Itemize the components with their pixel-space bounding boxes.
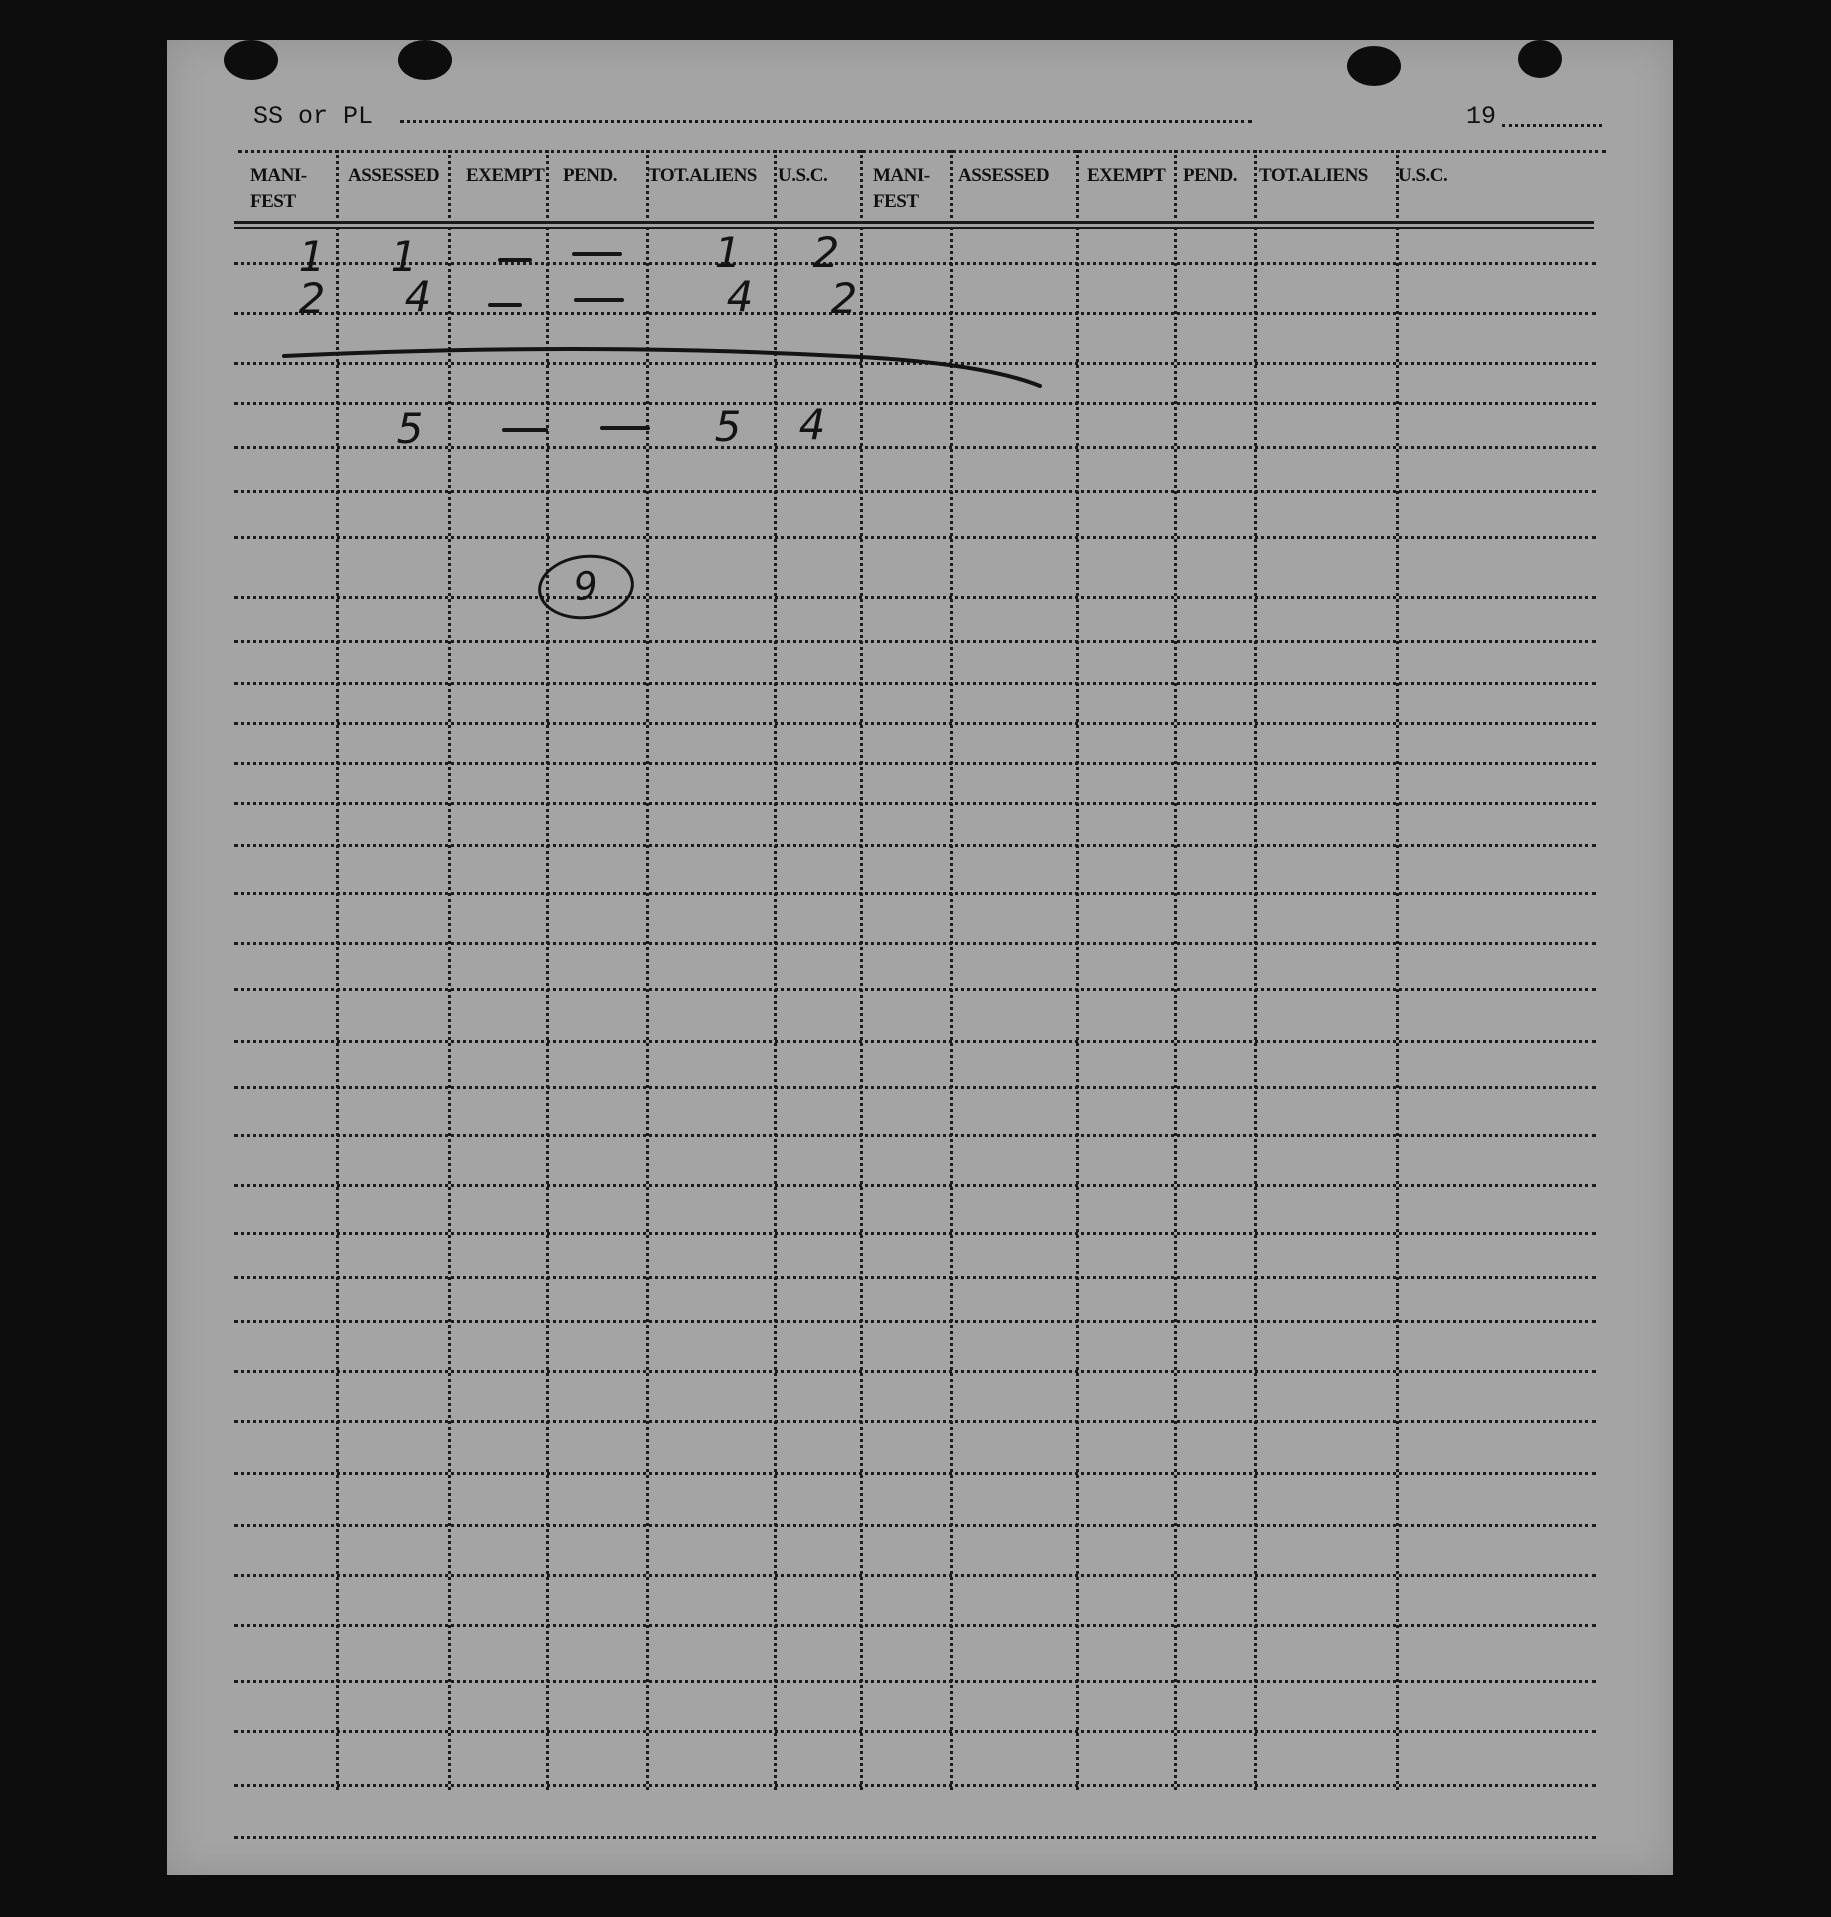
grid-row-line xyxy=(234,402,1596,405)
grid-row-line xyxy=(234,1472,1596,1475)
grid-row-line xyxy=(234,1420,1596,1423)
grid-column-line xyxy=(1174,150,1177,1790)
grid-row-line xyxy=(234,844,1596,847)
header-rule xyxy=(234,227,1594,229)
col-head-usc-1: U.S.C. xyxy=(778,165,828,186)
year-label: 19 xyxy=(1466,102,1497,131)
grid-row-line xyxy=(234,942,1596,945)
col-head-assessed-1: ASSESSED xyxy=(348,165,440,186)
circled-total-value: 9 xyxy=(571,562,601,610)
row2-tot-aliens: 4 xyxy=(726,272,754,321)
grid-row-line xyxy=(234,1040,1596,1043)
grid-row-line xyxy=(234,1320,1596,1323)
grid-row-line xyxy=(234,596,1596,599)
grid-row-line xyxy=(234,262,1596,265)
grid-row-line xyxy=(234,1574,1596,1577)
grid-row-line xyxy=(234,722,1596,725)
grid-row-line xyxy=(234,446,1596,449)
row1-exempt-dash xyxy=(498,258,532,262)
ss-or-pl-label: SS or PL xyxy=(253,102,374,131)
row2-pend-dash xyxy=(574,298,624,302)
row1-usc: 2 xyxy=(812,228,840,277)
row2-usc: 2 xyxy=(830,274,858,323)
grid-row-line xyxy=(234,1784,1596,1787)
year-field[interactable] xyxy=(1502,124,1602,127)
punch-hole xyxy=(224,40,278,80)
row1-assessed: 1 xyxy=(390,232,418,281)
grid-row-line xyxy=(234,1276,1596,1279)
grid-row-line xyxy=(234,1680,1596,1683)
grid-row-line xyxy=(234,490,1596,493)
col-head-manifest-1: MANI- FEST xyxy=(250,165,307,212)
grid-column-line xyxy=(1076,150,1079,1790)
grid-row-line xyxy=(234,640,1596,643)
col-head-usc-2: U.S.C. xyxy=(1398,165,1448,186)
col-head-pend-2: PEND. xyxy=(1183,165,1237,186)
grid-row-line xyxy=(234,1624,1596,1627)
grid-row-line xyxy=(234,1730,1596,1733)
grid-row-line xyxy=(234,312,1596,315)
row2-exempt-dash xyxy=(488,303,522,307)
grid-column-line xyxy=(1254,150,1257,1790)
grid-row-line xyxy=(234,1184,1596,1187)
col-head-tot-aliens-1: TOT.ALIENS xyxy=(648,165,757,186)
total-tot-aliens: 5 xyxy=(714,402,742,451)
row2-manifest: 2 xyxy=(298,274,326,323)
sum-line xyxy=(280,340,1050,400)
grid-row-line xyxy=(234,1524,1596,1527)
grid-row-line xyxy=(234,536,1596,539)
total-usc: 4 xyxy=(798,400,826,449)
row1-pend-dash xyxy=(572,252,622,256)
grid-row-line xyxy=(234,1370,1596,1373)
punch-hole xyxy=(398,40,452,80)
grid-column-line xyxy=(1396,150,1399,1790)
ss-or-pl-field[interactable] xyxy=(400,120,1252,123)
row2-assessed: 4 xyxy=(404,272,432,321)
col-head-tot-aliens-2: TOT.ALIENS xyxy=(1259,165,1368,186)
row1-tot-aliens: 1 xyxy=(714,228,742,277)
col-head-assessed-2: ASSESSED xyxy=(958,165,1050,186)
col-head-exempt-2: EXEMPT xyxy=(1087,165,1166,186)
grid-row-line xyxy=(234,802,1596,805)
header-rule xyxy=(234,221,1594,224)
punch-hole xyxy=(1518,40,1562,78)
grid-row-line xyxy=(234,1232,1596,1235)
total-exempt-dash xyxy=(502,428,548,432)
header-top-line xyxy=(238,150,1606,153)
grid-row-line xyxy=(234,1134,1596,1137)
grid-row-line xyxy=(234,892,1596,895)
col-head-exempt-1: EXEMPT xyxy=(466,165,545,186)
grid-row-line xyxy=(234,682,1596,685)
grid-row-line xyxy=(234,1836,1596,1839)
punch-hole xyxy=(1347,46,1401,86)
col-head-manifest-2: MANI- FEST xyxy=(873,165,930,212)
form-sheet xyxy=(167,40,1673,1875)
grid-row-line xyxy=(234,1086,1596,1089)
total-assessed: 5 xyxy=(396,404,424,453)
grid-row-line xyxy=(234,762,1596,765)
grid-row-line xyxy=(234,988,1596,991)
total-pend-dash xyxy=(600,426,650,430)
col-head-pend-1: PEND. xyxy=(563,165,617,186)
row1-manifest: 1 xyxy=(298,232,326,281)
